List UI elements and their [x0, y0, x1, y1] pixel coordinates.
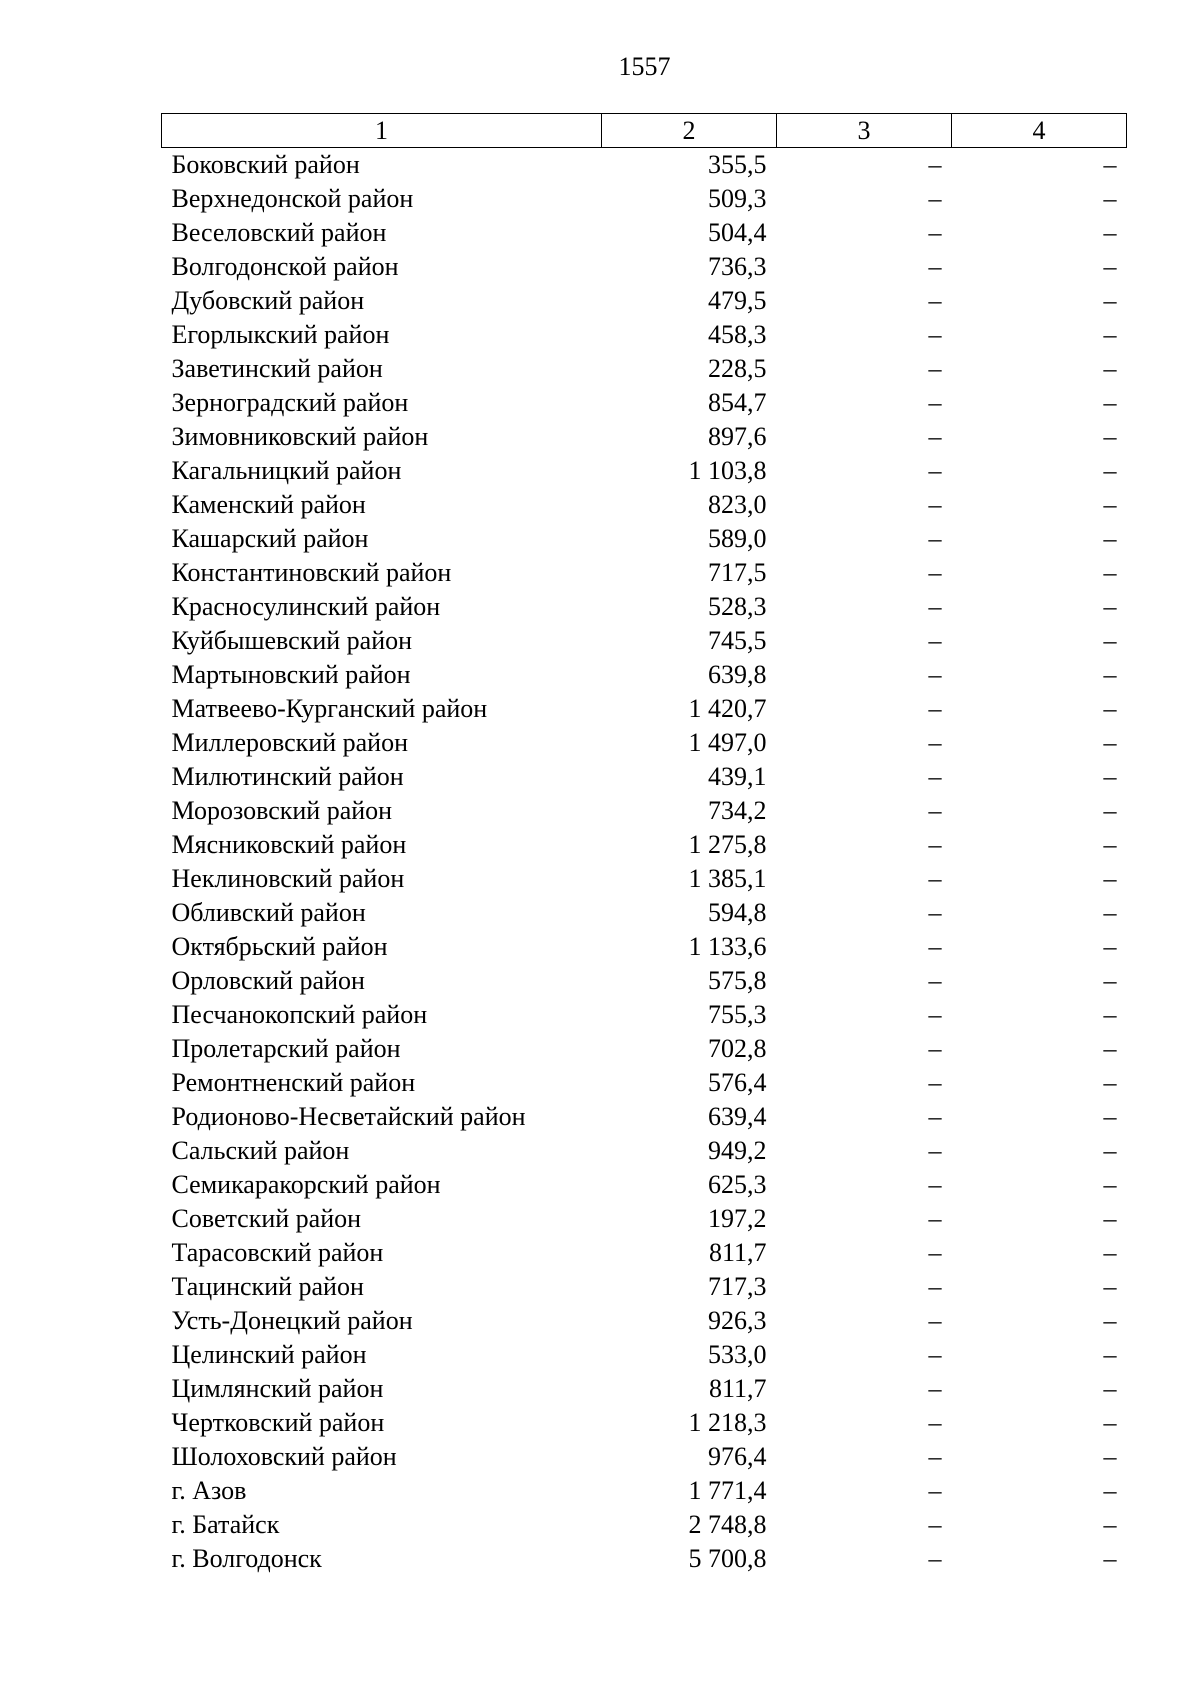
value-cell: 1 133,6 — [688, 932, 767, 961]
district-name-cell: Обливский район — [171, 898, 366, 927]
column-4-cell: – — [1103, 1136, 1117, 1165]
column-3-cell: – — [928, 728, 942, 757]
table-row — [162, 1338, 1127, 1372]
column-3-cell: – — [928, 592, 942, 621]
table-row — [162, 1168, 1127, 1202]
value-cell: 458,3 — [708, 320, 767, 349]
column-4-cell: – — [1103, 592, 1117, 621]
value-cell: 1 218,3 — [688, 1408, 767, 1437]
district-name-cell: г. Батайск — [171, 1510, 280, 1539]
column-4-cell: – — [1103, 1000, 1117, 1029]
table-row — [162, 624, 1127, 658]
column-4-cell: – — [1103, 728, 1117, 757]
district-name-cell: Семикаракорский район — [171, 1170, 441, 1199]
table-header — [162, 114, 1127, 148]
column-3-cell: – — [928, 966, 942, 995]
column-3-cell: – — [928, 1306, 942, 1335]
district-name-cell: г. Азов — [171, 1476, 247, 1505]
table-row — [162, 148, 1127, 183]
value-cell: 745,5 — [708, 626, 767, 655]
district-name-cell: Чертковский район — [171, 1408, 385, 1437]
column-3-cell: – — [928, 660, 942, 689]
value-cell: 533,0 — [708, 1340, 767, 1369]
value-cell: 1 771,4 — [688, 1476, 767, 1505]
district-name-cell: Миллеровский район — [171, 728, 409, 757]
column-4-cell: – — [1103, 1272, 1117, 1301]
column-4-cell: – — [1103, 898, 1117, 927]
column-3-cell: – — [928, 320, 942, 349]
header-row — [162, 114, 1127, 148]
column-4-cell: – — [1103, 932, 1117, 961]
district-name-cell: Зимовниковский район — [171, 422, 429, 451]
column-3-cell: – — [928, 762, 942, 791]
data-table — [161, 113, 1127, 1576]
value-cell: 504,4 — [708, 218, 767, 247]
value-cell: 926,3 — [708, 1306, 767, 1335]
table-row — [162, 216, 1127, 250]
table-row — [162, 1304, 1127, 1338]
column-4-cell: – — [1103, 354, 1117, 383]
column-4-cell: – — [1103, 320, 1117, 349]
table-row — [162, 658, 1127, 692]
column-3-cell: – — [928, 1204, 942, 1233]
column-4-cell: – — [1103, 796, 1117, 825]
table-row — [162, 386, 1127, 420]
table-row — [162, 1066, 1127, 1100]
column-4-cell: – — [1103, 1204, 1117, 1233]
table-row — [162, 1134, 1127, 1168]
column-4-cell: – — [1103, 558, 1117, 587]
column-3-cell: – — [928, 456, 942, 485]
column-4-cell: – — [1103, 660, 1117, 689]
table-row — [162, 1406, 1127, 1440]
table-row — [162, 1270, 1127, 1304]
table-row — [162, 318, 1127, 352]
column-4-cell: – — [1103, 1238, 1117, 1267]
table-row — [162, 454, 1127, 488]
column-4-cell: – — [1103, 1408, 1117, 1437]
district-name-cell: Веселовский район — [171, 218, 387, 247]
column-4-cell: – — [1103, 490, 1117, 519]
district-name-cell: Кашарский район — [171, 524, 369, 553]
value-cell: 897,6 — [708, 422, 767, 451]
table-row — [162, 1202, 1127, 1236]
value-cell: 594,8 — [708, 898, 767, 927]
column-4-cell: – — [1103, 864, 1117, 893]
table-row — [162, 760, 1127, 794]
value-cell: 639,4 — [708, 1102, 767, 1131]
table-row — [162, 352, 1127, 386]
table-row — [162, 964, 1127, 998]
column-3-cell: – — [928, 286, 942, 315]
value-cell: 479,5 — [708, 286, 767, 315]
district-name-cell: Каменский район — [171, 490, 366, 519]
district-name-cell: Волгодонской район — [171, 252, 399, 281]
column-4-cell: – — [1103, 1034, 1117, 1063]
district-name-cell: Милютинский район — [171, 762, 404, 791]
table-row — [162, 1440, 1127, 1474]
value-cell: 1 275,8 — [688, 830, 767, 859]
column-3-cell: – — [928, 864, 942, 893]
district-name-cell: Егорлыкский район — [171, 320, 390, 349]
district-name-cell: Мартыновский район — [171, 660, 411, 689]
column-3-cell: – — [928, 1510, 942, 1539]
district-name-cell: Константиновский район — [171, 558, 452, 587]
column-4-cell: – — [1103, 1442, 1117, 1471]
column-3-cell: – — [928, 1102, 942, 1131]
column-3-cell: – — [928, 1170, 942, 1199]
column-4-cell: – — [1103, 388, 1117, 417]
column-3-cell: – — [928, 1272, 942, 1301]
table-row — [162, 590, 1127, 624]
table-row — [162, 284, 1127, 318]
table-row — [162, 488, 1127, 522]
column-4-cell: – — [1103, 422, 1117, 451]
column-3-cell: – — [928, 1408, 942, 1437]
value-cell: 5 700,8 — [688, 1544, 767, 1573]
column-3-cell: – — [928, 1034, 942, 1063]
district-name-cell: Матвеево-Курганский район — [171, 694, 488, 723]
district-name-cell: Мясниковский район — [171, 830, 407, 859]
column-4-cell: – — [1103, 1170, 1117, 1199]
value-cell: 439,1 — [708, 762, 767, 791]
table-row — [162, 998, 1127, 1032]
column-4-cell: – — [1103, 694, 1117, 723]
column-3-cell: – — [928, 490, 942, 519]
district-name-cell: Красносулинский район — [171, 592, 441, 621]
district-name-cell: Октябрьский район — [171, 932, 388, 961]
value-cell: 736,3 — [708, 252, 767, 281]
district-name-cell: Усть-Донецкий район — [171, 1306, 413, 1335]
column-header-3: 3 — [777, 114, 952, 148]
table-row — [162, 862, 1127, 896]
column-4-cell: – — [1103, 966, 1117, 995]
value-cell: 717,5 — [708, 558, 767, 587]
table-row — [162, 522, 1127, 556]
column-4-cell: – — [1103, 252, 1117, 281]
column-3-cell: – — [928, 524, 942, 553]
column-4-cell: – — [1103, 762, 1117, 791]
column-4-cell: – — [1103, 150, 1117, 179]
district-name-cell: Цимлянский район — [171, 1374, 384, 1403]
table-row — [162, 726, 1127, 760]
table-row — [162, 1236, 1127, 1270]
district-name-cell: Ремонтненский район — [171, 1068, 416, 1097]
district-name-cell: Родионово-Несветайский район — [171, 1102, 526, 1131]
column-3-cell: – — [928, 626, 942, 655]
district-name-cell: Орловский район — [171, 966, 365, 995]
column-3-cell: – — [928, 1476, 942, 1505]
column-3-cell: – — [928, 1374, 942, 1403]
district-name-cell: Зерноградский район — [171, 388, 409, 417]
column-3-cell: – — [928, 388, 942, 417]
district-name-cell: Песчанокопский район — [171, 1000, 428, 1029]
column-4-cell: – — [1103, 626, 1117, 655]
column-3-cell: – — [928, 252, 942, 281]
column-3-cell: – — [928, 1544, 942, 1573]
column-4-cell: – — [1103, 524, 1117, 553]
value-cell: 528,3 — [708, 592, 767, 621]
table-row — [162, 930, 1127, 964]
district-name-cell: Кагальницкий район — [171, 456, 402, 485]
district-name-cell: Куйбышевский район — [171, 626, 413, 655]
value-cell: 1 497,0 — [688, 728, 767, 757]
value-cell: 976,4 — [708, 1442, 767, 1471]
column-header-1: 1 — [162, 114, 602, 148]
district-name-cell: Советский район — [171, 1204, 362, 1233]
value-cell: 197,2 — [708, 1204, 767, 1233]
district-name-cell: Морозовский район — [171, 796, 393, 825]
value-cell: 575,8 — [708, 966, 767, 995]
column-3-cell: – — [928, 1000, 942, 1029]
table-row — [162, 420, 1127, 454]
column-3-cell: – — [928, 1068, 942, 1097]
column-4-cell: – — [1103, 218, 1117, 247]
column-4-cell: – — [1103, 1510, 1117, 1539]
value-cell: 1 103,8 — [688, 456, 767, 485]
table-row — [162, 182, 1127, 216]
column-4-cell: – — [1103, 1374, 1117, 1403]
column-3-cell: – — [928, 184, 942, 213]
column-3-cell: – — [928, 558, 942, 587]
column-header-2: 2 — [602, 114, 777, 148]
value-cell: 702,8 — [708, 1034, 767, 1063]
table-row — [162, 1032, 1127, 1066]
value-cell: 1 385,1 — [688, 864, 767, 893]
value-cell: 717,3 — [708, 1272, 767, 1301]
column-4-cell: – — [1103, 1476, 1117, 1505]
column-4-cell: – — [1103, 1340, 1117, 1369]
table-row — [162, 1100, 1127, 1134]
column-3-cell: – — [928, 150, 942, 179]
value-cell: 949,2 — [708, 1136, 767, 1165]
value-cell: 823,0 — [708, 490, 767, 519]
value-cell: 576,4 — [708, 1068, 767, 1097]
value-cell: 509,3 — [708, 184, 767, 213]
district-name-cell: Неклиновский район — [171, 864, 405, 893]
value-cell: 2 748,8 — [688, 1510, 767, 1539]
value-cell: 228,5 — [708, 354, 767, 383]
column-4-cell: – — [1103, 184, 1117, 213]
column-header-4: 4 — [952, 114, 1127, 148]
column-4-cell: – — [1103, 286, 1117, 315]
value-cell: 811,7 — [708, 1238, 767, 1267]
table-row — [162, 794, 1127, 828]
value-cell: 755,3 — [708, 1000, 767, 1029]
column-3-cell: – — [928, 1340, 942, 1369]
column-4-cell: – — [1103, 1102, 1117, 1131]
column-4-cell: – — [1103, 1306, 1117, 1335]
district-name-cell: Боковский район — [171, 150, 360, 179]
value-cell: 811,7 — [708, 1374, 767, 1403]
column-4-cell: – — [1103, 1068, 1117, 1097]
value-cell: 625,3 — [708, 1170, 767, 1199]
column-4-cell: – — [1103, 830, 1117, 859]
table-row — [162, 1542, 1127, 1576]
table-row — [162, 556, 1127, 590]
table-body — [162, 148, 1127, 1577]
table-row — [162, 1372, 1127, 1406]
value-cell: 639,8 — [708, 660, 767, 689]
table-row — [162, 1508, 1127, 1542]
table-row — [162, 692, 1127, 726]
district-name-cell: Заветинский район — [171, 354, 383, 383]
column-3-cell: – — [928, 694, 942, 723]
column-3-cell: – — [928, 1442, 942, 1471]
column-3-cell: – — [928, 1136, 942, 1165]
column-3-cell: – — [928, 898, 942, 927]
column-3-cell: – — [928, 218, 942, 247]
column-3-cell: – — [928, 354, 942, 383]
column-4-cell: – — [1103, 456, 1117, 485]
column-3-cell: – — [928, 422, 942, 451]
district-name-cell: Верхнедонской район — [171, 184, 414, 213]
column-3-cell: – — [928, 830, 942, 859]
district-name-cell: Тарасовский район — [171, 1238, 384, 1267]
district-name-cell: Целинский район — [171, 1340, 367, 1369]
table-row — [162, 250, 1127, 284]
column-3-cell: – — [928, 1238, 942, 1267]
value-cell: 589,0 — [708, 524, 767, 553]
district-name-cell: г. Волгодонск — [171, 1544, 322, 1573]
column-3-cell: – — [928, 796, 942, 825]
column-3-cell: – — [928, 932, 942, 961]
value-cell: 355,5 — [708, 150, 767, 179]
column-4-cell: – — [1103, 1544, 1117, 1573]
district-name-cell: Дубовский район — [171, 286, 365, 315]
district-name-cell: Тацинский район — [171, 1272, 364, 1301]
district-name-cell: Шолоховский район — [171, 1442, 397, 1471]
district-name-cell: Сальский район — [171, 1136, 350, 1165]
value-cell: 854,7 — [708, 388, 767, 417]
value-cell: 734,2 — [708, 796, 767, 825]
value-cell: 1 420,7 — [688, 694, 767, 723]
table-row — [162, 896, 1127, 930]
district-name-cell: Пролетарский район — [171, 1034, 401, 1063]
table-row — [162, 1474, 1127, 1508]
table-row — [162, 828, 1127, 862]
page-number: 1557 — [618, 52, 671, 81]
